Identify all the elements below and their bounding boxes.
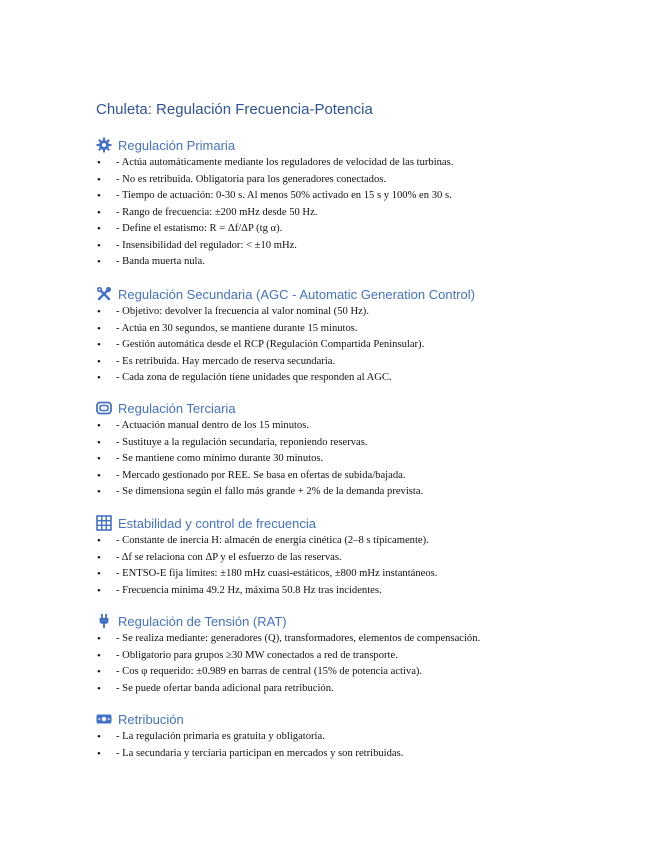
section-heading [96, 709, 636, 729]
section-heading-text: Regulación Terciaria [118, 400, 236, 416]
list-item: • - Se realiza mediante: generadores (Q), transformadores, elementos de compensación. [96, 631, 636, 648]
list-item: • - Banda muerta nula. [96, 254, 636, 271]
list-item: • - Se mantiene como mínimo durante 30 minutos. [96, 451, 636, 468]
section-heading-text: Regulación Secundaria (AGC - Automatic Generation Control) [118, 286, 475, 302]
list-item: • - No es retribuida. Obligatoria para los generadores conectados. [96, 172, 636, 189]
list-item: • - Se puede ofertar banda adicional para retribución. [96, 681, 636, 698]
list-item: • - Define el estatismo: R = Δf/ΔP (tg α). [96, 221, 636, 238]
section-estabilidad-frecuencia [96, 513, 636, 599]
grid-icon [96, 515, 112, 531]
list-item: • - Constante de inercia H: almacén de energía cinética (2–8 s típicamente). [96, 533, 636, 550]
section-regulacion-tension [96, 611, 636, 697]
list-item: • - ENTSO-E fija límites: ±180 mHz cuasi-estáticos, ±800 mHz instantáneos. [96, 566, 636, 583]
section-heading [96, 398, 636, 418]
section-heading [96, 611, 636, 631]
list-item: • - Actuación manual dentro de los 15 minutos. [96, 418, 636, 435]
section-regulacion-terciaria [96, 398, 636, 501]
list-item: • - Gestión automática desde el RCP (Regulación Compartida Peninsular). [96, 337, 636, 354]
control-panel-icon [96, 400, 112, 416]
section-heading [96, 135, 636, 155]
section-heading-text: Estabilidad y control de frecuencia [118, 515, 317, 531]
bullet-list [96, 418, 636, 501]
list-item: • - Rango de frecuencia: ±200 mHz desde 50 Hz. [96, 205, 636, 222]
list-item: • - Frecuencia mínima 49.2 Hz, máxima 50.8 Hz tras incidentes. [96, 583, 636, 600]
section-heading-text: Retribución [118, 711, 184, 727]
section-heading-text: Regulación Primaria [118, 137, 236, 153]
section-heading [96, 284, 636, 304]
list-item: • - Sustituye a la regulación secundaria, reponiendo reservas. [96, 435, 636, 452]
section-retribucion [96, 709, 636, 762]
section-heading [96, 513, 636, 533]
list-item: • - Actúa en 30 segundos, se mantiene durante 15 minutos. [96, 321, 636, 338]
bullet-list [96, 304, 636, 387]
section-regulacion-secundaria [96, 284, 636, 387]
bullet-list [96, 631, 636, 697]
list-item: • - Cos φ requerido: ±0.989 en barras de central (15% de potencia activa). [96, 664, 636, 681]
page-title: Chuleta: Regulación Frecuencia-Potencia [96, 101, 373, 118]
bullet-list [96, 729, 636, 762]
list-item: • - Insensibilidad del regulador: < ±10 mHz. [96, 238, 636, 255]
list-item: • - Obligatorio para grupos ≥30 MW conectados a red de transporte. [96, 648, 636, 665]
plug-icon [96, 613, 112, 629]
list-item: • - Mercado gestionado por REE. Se basa en ofertas de subida/bajada. [96, 468, 636, 485]
list-item: • - Tiempo de actuación: 0-30 s. Al menos 50% activado en 15 s y 100% en 30 s. [96, 188, 636, 205]
money-icon [96, 711, 112, 727]
bullet-list [96, 155, 636, 271]
bullet-list [96, 533, 636, 599]
list-item: • - Actúa automáticamente mediante los reguladores de velocidad de las turbinas. [96, 155, 636, 172]
list-item: • - Δf se relaciona con ΔP y el esfuerzo de las reservas. [96, 550, 636, 567]
section-regulacion-primaria [96, 135, 636, 271]
gear-icon [96, 137, 112, 153]
list-item: • - Objetivo: devolver la frecuencia al valor nominal (50 Hz). [96, 304, 636, 321]
tools-icon [96, 286, 112, 302]
list-item: • - Cada zona de regulación tiene unidades que responden al AGC. [96, 370, 636, 387]
list-item: • - La secundaria y terciaria participan en mercados y son retribuidas. [96, 746, 636, 763]
list-item: • - Se dimensiona según el fallo más grande + 2% de la demanda prevista. [96, 484, 636, 501]
list-item: • - Es retribuida. Hay mercado de reserva secundaria. [96, 354, 636, 371]
list-item: • - La regulación primaria es gratuita y obligatoria. [96, 729, 636, 746]
section-heading-text: Regulación de Tensión (RAT) [118, 613, 287, 629]
